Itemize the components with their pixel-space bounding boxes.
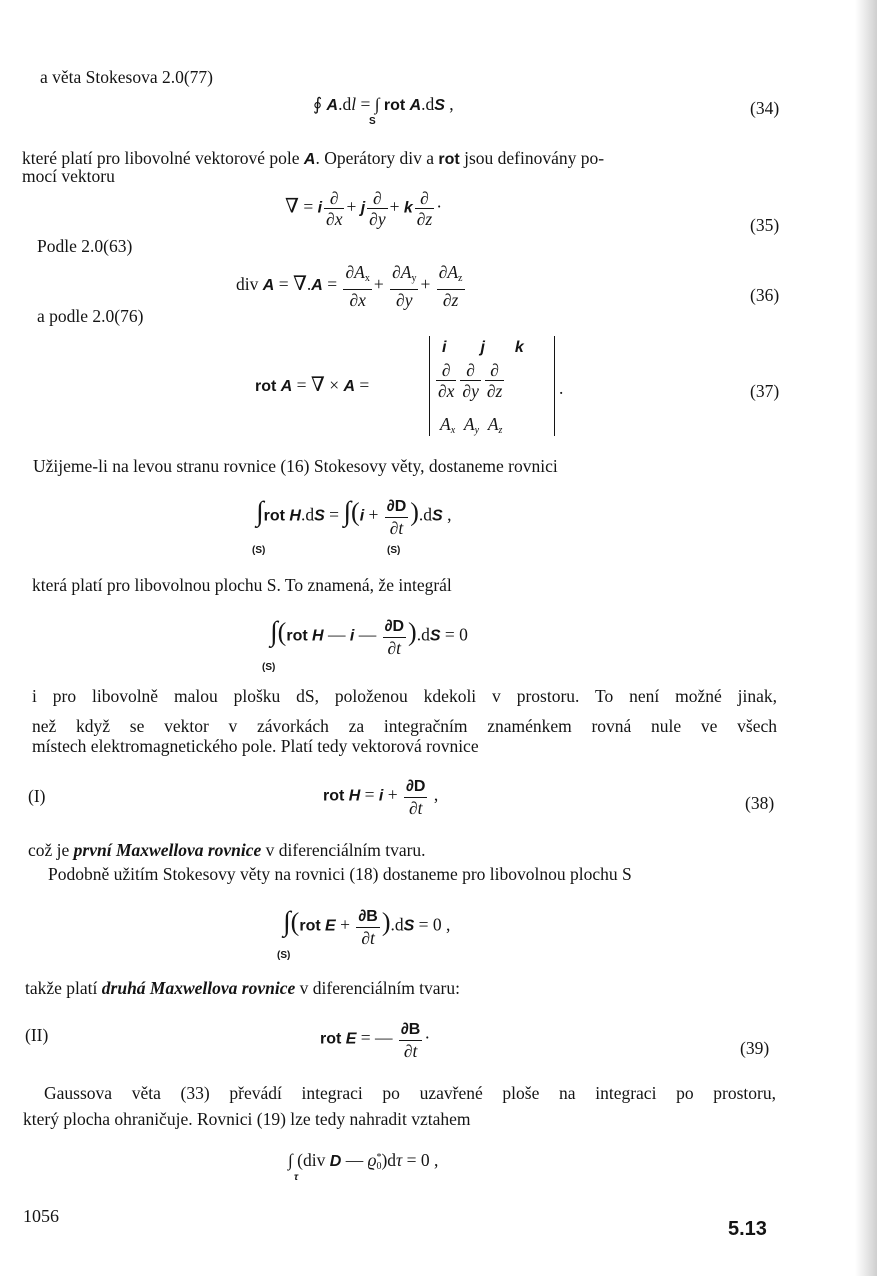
equation-number: (38) — [745, 793, 775, 813]
integral-limit: (S) — [262, 662, 276, 673]
equation-34: ∮ A.dl = ∫ rot A.dS , — [313, 94, 454, 114]
equation-number: (35) — [750, 215, 780, 235]
section-number: 5.13 — [728, 1218, 767, 1240]
equation-number: (36) — [750, 285, 780, 305]
equation-integral-zero: ∫(rot H — i — $\frac{\partial D}{\partial t}$ ).dS = 0 — [270, 616, 468, 658]
equation-35: ∇ = i $\frac{\partial}{\partial x}$ + j $\frac{\partial}{\partial y}$ + k $\frac{\partial}{\partial z}$ · — [285, 188, 443, 229]
text-line: a podle 2.0(76) — [37, 306, 144, 326]
det-row-1: i j k — [442, 339, 524, 356]
equation-37-lhs: rot A = ∇ × A = — [255, 374, 370, 396]
equation-36: div A = ∇.A = $\frac{\partial A_x}{\partial x}$ + $\frac{\partial A_y}{\partial y}$ + $\frac{\partial A_z}{\partial z}$ — [236, 262, 463, 310]
text-line: než když se vektor v závorkách za integračním znaménkem rovná nule ve všech — [32, 716, 777, 736]
period: . — [559, 378, 564, 398]
equation-number: (37) — [750, 381, 780, 401]
equation-number: (39) — [740, 1038, 770, 1058]
text-line: Gaussova věta (33) převádí integraci po uzavřené ploše na integraci po prostoru, — [44, 1083, 776, 1103]
text-line: i pro libovolně malou plošku dS, položenou kdekoli v prostoru. To není možné jinak, — [32, 686, 777, 706]
equation-rot-E-integral: ∫(rot E + $\frac{\partial B}{\partial t}$ ).dS = 0 , — [283, 906, 451, 948]
integral-limit: (S) — [252, 545, 266, 556]
page-edge-shadow — [855, 0, 877, 1276]
text-line: které platí pro libovolné vektorové pole A. Operátory div a rot jsou definovány po- — [22, 148, 605, 168]
text-line: takže platí druhá Maxwellova rovnice v diferenciálním tvaru: — [25, 978, 460, 998]
equation-rot-H-integral: ∫rot H.dS = ∫(i + $\frac{\partial D}{\partial t}$ ).dS , — [256, 496, 452, 538]
text-line: místech elektromagnetického pole. Platí tedy vektorová rovnice — [32, 736, 479, 756]
text-line: a věta Stokesova 2.0(77) — [40, 67, 214, 87]
equation-number: (34) — [750, 98, 780, 118]
text-line: Podobně užitím Stokesovy věty na rovnici (18) dostaneme pro libovolnou plochu S — [48, 864, 632, 884]
equation-39: rot E = — $\frac{\partial B}{\partial t}$ · — [320, 1018, 430, 1061]
text-line: Podle 2.0(63) — [37, 236, 133, 256]
page-number: 1056 — [23, 1206, 59, 1226]
det-row-2: $\frac{\partial}{\partial x}$ $\frac{\partial}{\partial y}$ $\frac{\partial}{\partial z}$ — [438, 360, 503, 401]
integral-limit: τ — [294, 1172, 299, 1183]
det-row-3: $A_x$ $A_y$ $A_z$ — [440, 414, 503, 436]
equation-38: rot H = i + $\frac{\partial D}{\partial t}$ , — [323, 775, 438, 818]
text-line: který plocha ohraničuje. Rovnici (19) lze tedy nahradit vztahem — [23, 1109, 471, 1129]
equation-label: (I) — [28, 786, 46, 806]
text-line: mocí vektoru — [22, 166, 115, 186]
equation-gauss: ∫ (div D — $ϱ_0^*)d\tau = 0$ , — [288, 1150, 439, 1172]
text-line: což je první Maxwellova rovnice v diferenciálním tvaru. — [28, 840, 426, 860]
integral-limit: (S) — [277, 950, 291, 961]
integral-limit: (S) — [387, 545, 401, 556]
integral-limit: S — [369, 116, 376, 127]
text-line: Užijeme-li na levou stranu rovnice (16) Stokesovy věty, dostaneme rovnici — [33, 456, 558, 476]
text-line: která platí pro libovolnou plochu S. To znamená, že integrál — [32, 575, 452, 595]
equation-label: (II) — [25, 1025, 49, 1045]
determinant — [429, 336, 555, 436]
